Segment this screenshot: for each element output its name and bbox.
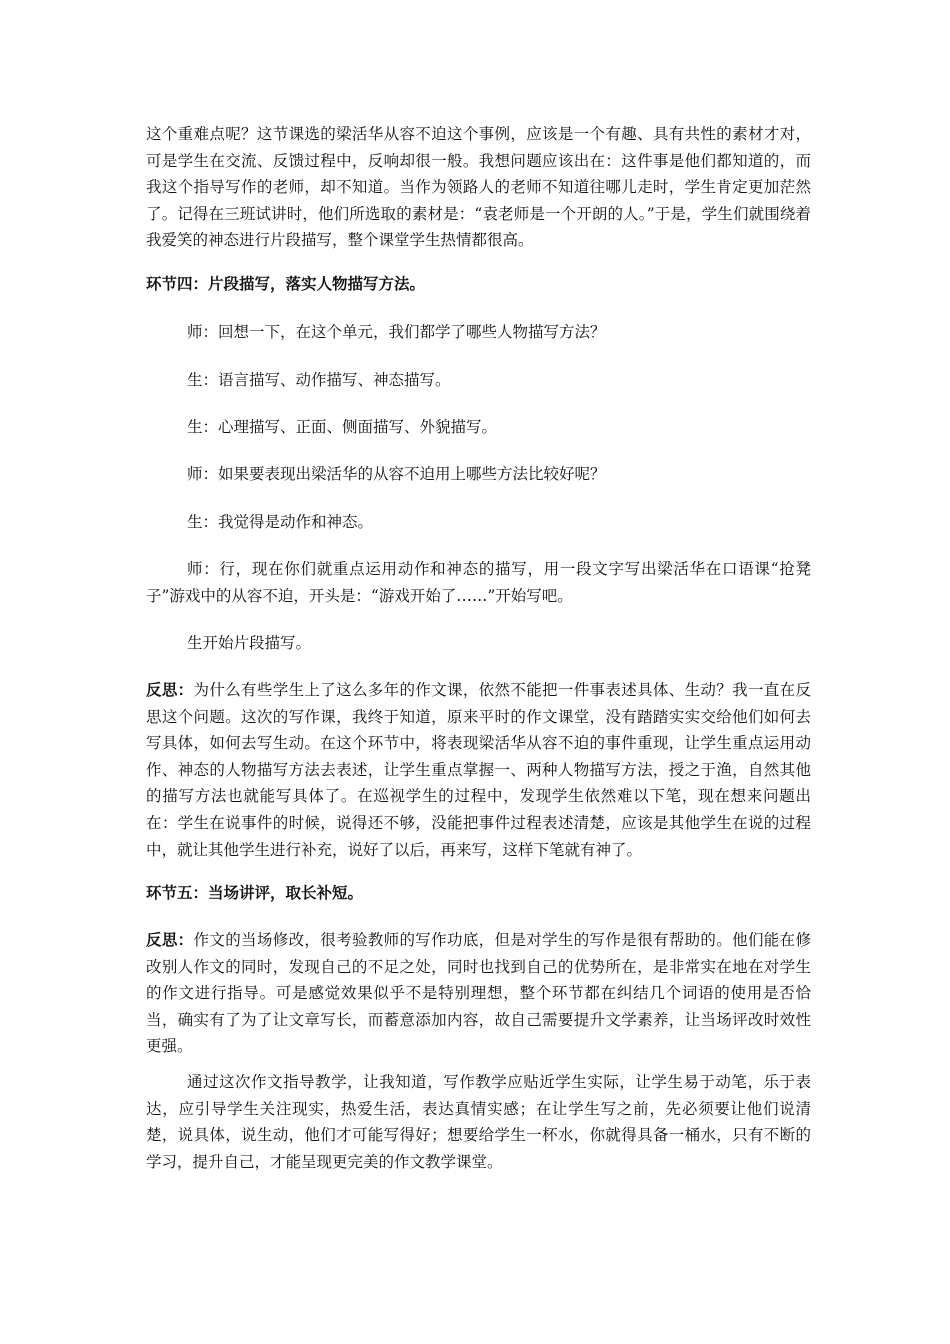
reflection-paragraph-4 [146,677,811,863]
students-start-line: 生开始片段描写。 [187,634,312,652]
dialogue-line: 师：如果要表现出梁活华的从容不迫用上哪些方法比较好呢？ [187,465,606,483]
dialogue-line: 生：我觉得是动作和神态。 [187,513,374,531]
dialogue-line: 生：语言描写、动作描写、神态描写。 [187,371,451,389]
dialogue-line: 生：心理描写、正面、侧面描写、外貌描写。 [187,418,498,436]
reflection-text: 为什么有些学生上了这么多年的作文课，依然不能把一件事表述具体、生动？我一直在反思这个问题。这次的写作课，我终于知道，原来平时的作文课堂，没有踏踏实实交给他们如何去写具体，如何去写生动。在这个环节中，将表现梁活华从容不迫的事件重现，让学生重点运用动作、神态的人物描写方法去表述，让学生重点掌握一、两种人物描写方法，授之于渔，自然其他的描写方法也就能写具体了。在巡视学生的过程中，发现学生依然难以下笔，现在想来问题出在：学生在说事件的时候，说得还不够，没能把事件过程表述清楚，应该是其他学生在说的过程中，就让其他学生进行补充，说好了以后，再来写，这样下笔就有神了。 [146,681,811,859]
reflection-label: 反思： [146,680,194,699]
dialogue-line: 师：回想一下，在这个单元，我们都学了哪些人物描写方法？ [187,323,606,341]
reflection-label: 反思： [146,930,194,949]
section-heading-4: 环节四：片段描写，落实人物描写方法。 [146,274,426,293]
conclusion-paragraph: 通过这次作文指导教学，让我知道，写作教学应贴近学生实际，让学生易于动笔，乐于表达，应引导学生关注现实，热爱生活，表达真情实感；在让学生写之前，先必须要让他们说清楚，说具体，说生动，他们才可能写得好；想要给学生一杯水，你就得具备一桶水，只有不断的学习，提升自己，才能呈现更完美的作文教学课堂。 [146,1073,811,1171]
reflection-text: 作文的当场修改，很考验教师的写作功底，但是对学生的写作是很有帮助的。他们能在修改别人作文的同时，发现自己的不足之处，同时也找到自己的优势所在，是非常实在地在对学生的作文进行指导。可是感觉效果似乎不是特别理想，整个环节都在纠结几个词语的使用是否恰当，确实有了为了让文章写长，而蓄意添加内容，故自己需要提升文学素养，让当场评改时效性更强。 [146,931,811,1056]
section-heading-5: 环节五：当场讲评，取长补短。 [146,883,364,902]
teacher-instruction: 师：行，现在你们就重点运用动作和神态的描写，用一段文字写出梁活华在口语课“抢凳子”游戏中的从容不迫，开头是：“游戏开始了……”开始写吧。 [146,560,811,605]
intro-paragraph: 这个重难点呢？这节课选的梁活华从容不迫这个事例，应该是一个有趣、具有共性的素材才对，可是学生在交流、反馈过程中，反响却很一般。我想问题应该出在：这件事是他们都知道的，而我这个指导写作的老师，却不知道。当作为领路人的老师不知道往哪儿走时，学生肯定更加茫然了。记得在三班试讲时，他们所选取的素材是：“袁老师是一个开朗的人。”于是，学生们就围绕着我爱笑的神态进行片段描写，整个课堂学生热情都很高。 [146,125,811,250]
reflection-paragraph-5 [146,927,811,1060]
